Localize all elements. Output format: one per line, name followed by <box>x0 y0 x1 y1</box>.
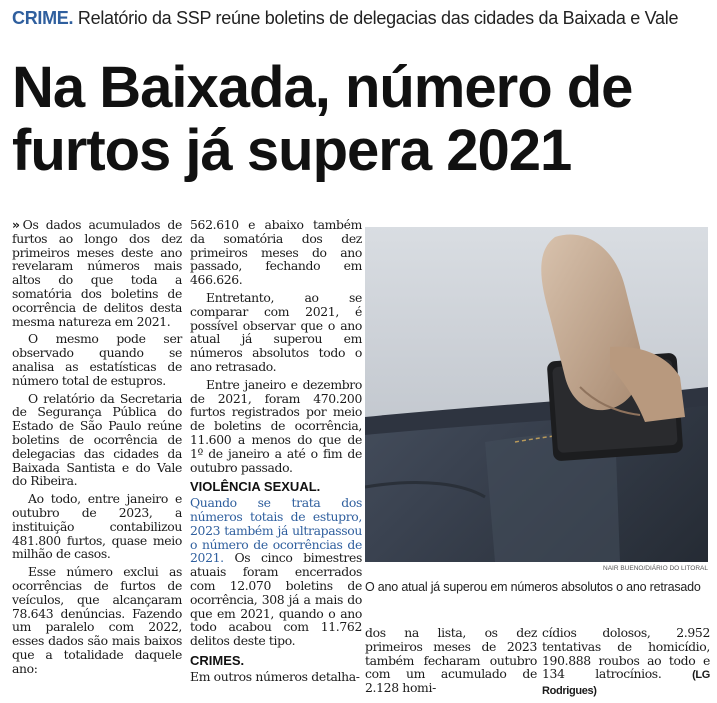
paragraph-text: Os cinco bimestres atuais foram encerrados com 12.070 boletins de ocorrência, 308 já a mais do que em 2021, quando o ano todo acabou com 11.762 delitos deste tipo. <box>190 550 362 649</box>
highlighted-lead: Quando se trata dos números totais de estupro, 2023 também já ultrapassou o número de ocorrências de 2021. <box>190 495 362 566</box>
paragraph: Entre janeiro e dezembro de 2021, foram 470.200 furtos registrados por meio de boletins de ocorrência, 11.600 a menos do que de 1º de janeiro a até o fim de outubro passado. <box>190 376 362 475</box>
headline-line-2: furtos já supera 2021 <box>12 118 572 183</box>
kicker-text: Relatório da SSP reúne boletins de delegacias das cidades da Baixada e Vale <box>77 8 679 28</box>
photo-caption: O ano atual já superou em números absolutos o ano retrasado <box>365 580 701 594</box>
paragraph: dos na lista, os dez primeiros meses de 2023 também fecharam outubro com um acumulado de 2.128 homi- <box>365 625 537 696</box>
paragraph: O relatório da Secretaria de Segurança Pública do Estado de São Paulo reúne boletins de ocorrência de delegacias das cidades da Baixada Santista e do Vale do Ribeira. <box>12 390 182 489</box>
paragraph: Esse número exclui as ocorrências de furtos de veículos, que alcançaram 78.643 denúncias. Fazendo um paralelo com 2022, esses dados são mais baixos que a totalidade daquele ano: <box>12 564 182 676</box>
paragraph <box>190 496 362 648</box>
article-column-2 <box>190 218 362 688</box>
headline-line-1: Na Baixada, número de <box>12 55 633 120</box>
paragraph <box>542 626 710 699</box>
article-column-4 <box>542 626 710 703</box>
photo-credit: NAIR BUENO/DIÁRIO DO LITORAL <box>603 565 708 572</box>
paragraph: 562.610 e abaixo também da somatória dos dez primeiros meses do ano passado, fechando em 466.626. <box>190 217 362 288</box>
article-column-1 <box>12 218 182 680</box>
lead-arrow-icon: » <box>12 217 20 232</box>
subhead-crimes: CRIMES. <box>190 652 245 668</box>
article-column-3 <box>365 626 537 699</box>
paragraph: Em outros números detalha- <box>190 668 360 684</box>
paragraph: Ao todo, entre janeiro e outubro de 2023, a instituição contabilizou 481.800 furtos, quase meio milhão de casos. <box>12 491 182 562</box>
paragraph <box>12 218 182 328</box>
paragraph-text: cídios dolosos, 2.952 tentativas de homicídio, 190.888 roubos ao todo e 134 latrocínios. <box>542 625 710 682</box>
article-photo <box>365 227 708 562</box>
paragraph: O mesmo pode ser observado quando se analisa as estatísticas de número total de estupros. <box>12 331 182 388</box>
byline: (LG Rodrigues) <box>542 669 710 698</box>
subhead-sexual-violence: VIOLÊNCIA SEXUAL. <box>190 479 321 495</box>
kicker <box>12 6 712 30</box>
wallet-pocket-photo <box>365 227 708 562</box>
paragraph-text: Os dados acumulados de furtos ao longo dos dez primeiros meses deste ano revelaram números mais altos do que toda a somatória dos boletins de ocorrência de delitos desta mesma natureza em 2021. <box>12 217 182 329</box>
headline <box>12 56 712 182</box>
kicker-tag: CRIME. <box>12 8 74 28</box>
paragraph: Entretanto, ao se comparar com 2021, é possível observar que o ano atual já superou em números absolutos todo o ano retrasado. <box>190 289 362 374</box>
